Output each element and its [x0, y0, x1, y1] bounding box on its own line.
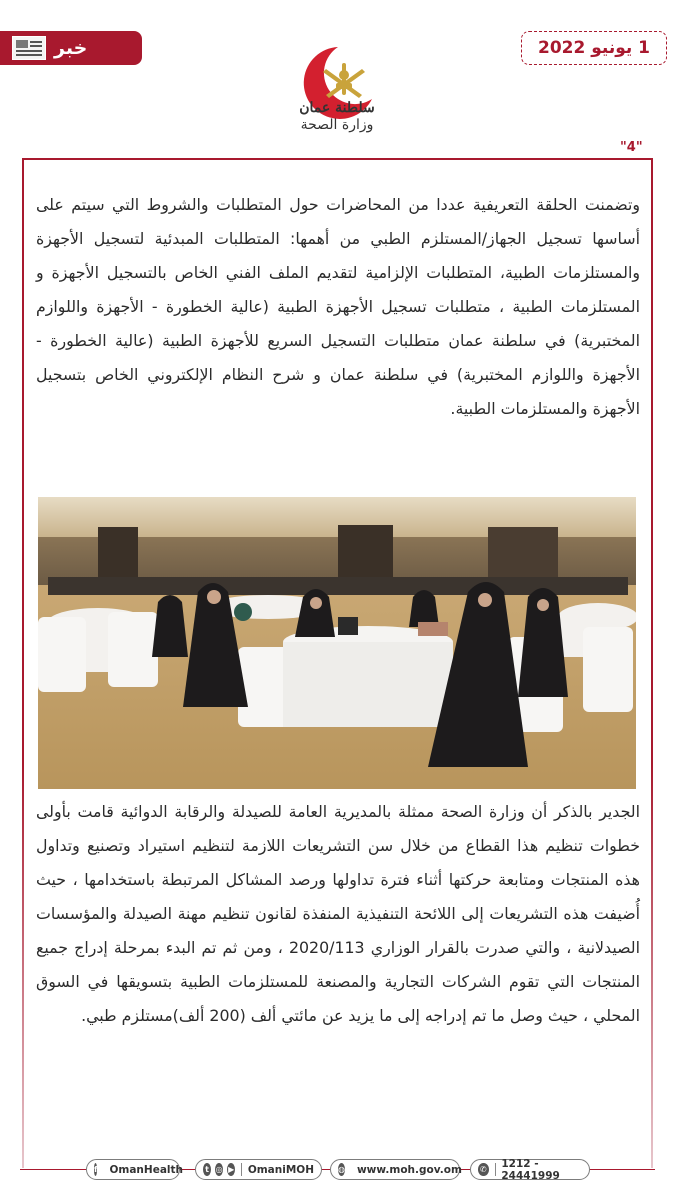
logo-line2: وزارة الصحة: [300, 117, 374, 133]
frame-right-border: [651, 158, 653, 1168]
article-paragraph-2: الجدير بالذكر أن وزارة الصحة ممثلة بالمديرية العامة للصيدلة والرقابة الدوائية قامت بأولى خطوات تنظيم هذا القطاع من خلال سن التشريعات اللازمة لتنظيم استيراد وتصنيع وتداول هذه المنتجات ومتابعة حركتها أثناء فترة تداولها ورصد المشاكل المرتبطة باستخدامها ، حيث أُضيفت هذه التشريعات إلى اللائحة التنفيذية المنفذة لقانون تنظيم مهنة الصيدلة والمؤسسات الصيدلانية ، والتي صدرت بالقرار الوزاري 2020/113 ، ومن ثم تم البدء بمرحلة إدراج جميع المنتجات التي تقوم الشركات التجارية والمصنعة للمستلزمات الطبية بتسويقها في السوق المحلي ، حيث وصل ما تم إدراجه إلى ما يزيد عن مائتي ألف (200 ألف)مستلزم طبي.: [36, 802, 641, 1025]
facebook-handle: OmanHealth: [109, 1163, 183, 1176]
footer-line-right: [590, 1169, 655, 1170]
website-link[interactable]: [330, 1159, 460, 1180]
instagram-icon: ◎: [215, 1165, 223, 1174]
logo-text: [284, 100, 390, 134]
page-number: "4": [620, 140, 643, 155]
footer-line: [322, 1169, 330, 1170]
article-paragraph-1: وتضمنت الحلقة التعريفية عددا من المحاضرات حول المتطلبات والشروط التي سيتم على أساسها تسجيل الجهاز/المستلزم الطبي من أهمها: المتطلبات المبدئية لتسجيل الأجهزة والمستلزمات الطبية، المتطلبات الإلزامية لتقديم الملف الفني الخاص بالتسجيل الأجهزة و المستلزمات الطبية ، متطلبات تسجيل الأجهزة الطبية (عالية الخطورة - الأجهزة واللوازم المختبرية) في سلطنة عمان متطلبات التسجيل السريع للأجهزة الطبية (عالية الخطورة - الأجهزة واللوازم المختبرية) في سلطنة عمان و شرح النظام الإلكتروني الخاص بتسجيل الأجهزة والمستلزمات الطبية.: [36, 195, 640, 418]
date-text: 1 يونيو 2022: [537, 38, 651, 58]
website-url: www.moh.gov.om: [356, 1163, 462, 1176]
phone-number: 1212 - 24441999: [501, 1157, 560, 1182]
globe-icon: ◍: [338, 1165, 345, 1174]
facebook-link[interactable]: [86, 1159, 183, 1180]
facebook-icon: f: [94, 1165, 98, 1174]
frame-top-border: [22, 158, 653, 160]
frame-left-border: [22, 158, 24, 1168]
date-box: [521, 31, 667, 65]
social-handle: OmaniMOH: [247, 1163, 315, 1176]
twitter-icon: t: [203, 1163, 211, 1176]
event-photo: [38, 497, 636, 789]
phone-icon: ✆: [479, 1165, 487, 1174]
news-badge: [0, 31, 142, 65]
youtube-icon: ▶: [228, 1165, 235, 1174]
newspaper-icon: [12, 36, 46, 60]
logo-line1: سلطنة عمان: [299, 100, 375, 116]
footer-line-left: [20, 1169, 86, 1170]
phone-link[interactable]: [470, 1159, 590, 1180]
separator: [495, 1163, 496, 1176]
footer: [0, 1155, 675, 1183]
social-links[interactable]: [195, 1159, 322, 1180]
separator: [241, 1163, 242, 1176]
badge-label: خبر: [54, 37, 88, 59]
